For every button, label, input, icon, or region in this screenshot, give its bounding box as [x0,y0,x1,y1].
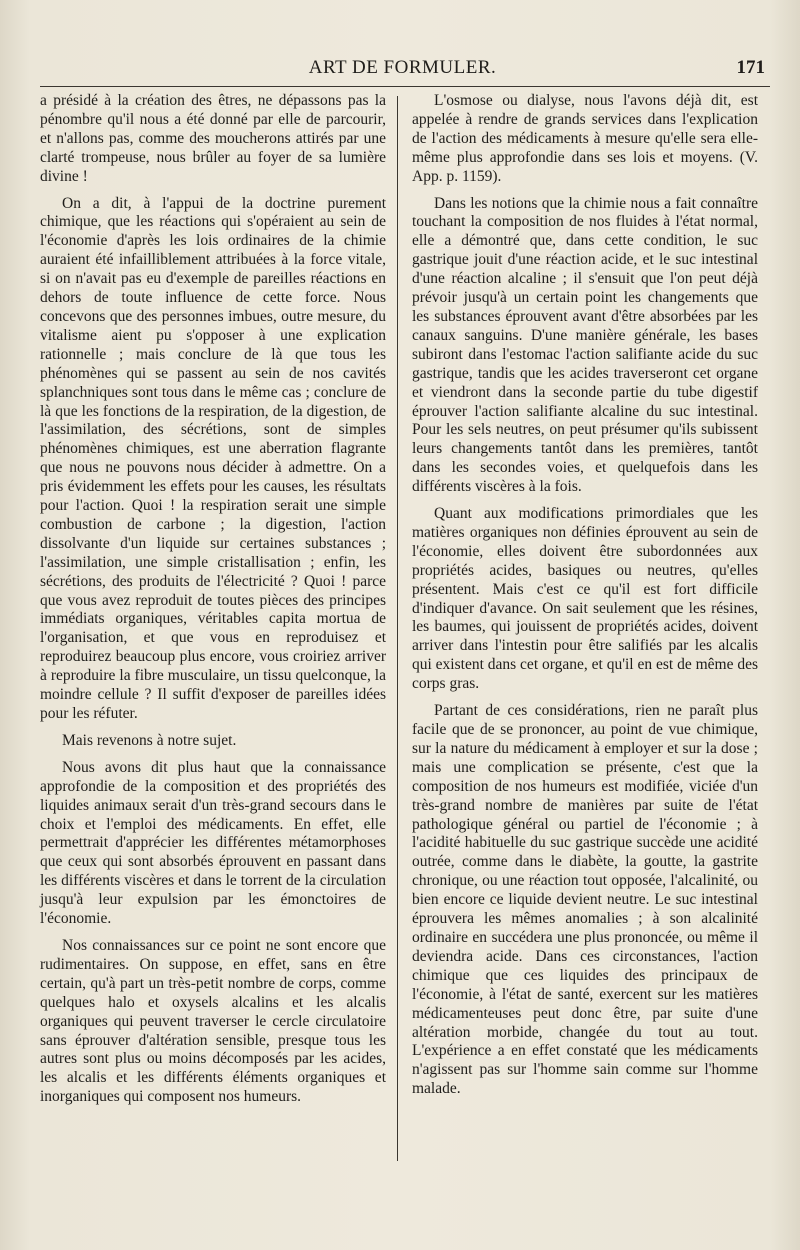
header-rule [40,86,770,87]
page-header [40,57,765,87]
paragraph: L'osmose ou dialyse, nous l'avons déjà dit, est appelée à rendre de grands services dans l'explication de l'action des médicaments à mesure qu'elle sera elle-même plus approfondie dans ses lois et moyens. (V. App. p. 1159). [412,92,758,185]
page-number: 171 [736,57,765,78]
paragraph: Nos connaissances sur ce point ne sont encore que rudimentaires. On suppose, en effet, sans en être certain, qu'à part un très-petit nombre de corps, comme quelques halo et oxysels alcalins et les alcalis organiques qui peuvent traverser le cercle circulatoire sans éprouver d'altération sensible, presque tous les autres sont plus ou moins décomposés par les acides, les alcalis et les différents éléments organiques et inorganiques qui composent nos humeurs. [40,936,386,1106]
left-column [40,92,386,1115]
paragraph: a présidé à la création des êtres, ne dépassons pas la pénombre qu'il nous a été donné par elle de parcourir, et n'allons pas, comme des moucherons attirés par une clarté trompeuse, nous brûler au foyer de sa lumière divine ! [40,92,386,185]
paragraph: Partant de ces considérations, rien ne paraît plus facile que de se prononcer, au point de vue chimique, sur la nature du médicament à employer et sur la dose ; mais une complication se présente, c'est que la composition de nos humeurs est modifiée, viciée d'un très-grand nombre de manières par suite de l'état pathologique général ou partiel de l'économie ; à l'acidité habituelle du suc gastrique succède une acidité outrée, comme dans le diabète, la goutte, la gastrite chronique, ou une réaction tout opposée, l'alcalinité, ou bien encore ce liquide devient neutre. Le suc intestinal éprouvera les mêmes anomalies ; à son alcalinité ordinaire en succédera une plus prononcée, ou même il deviendra acide. Dans ces circonstances, l'action chimique que ces liquides des principaux de l'économie, à l'état de santé, exercent sur les matières médicamenteuses peut donc être, par suite d'une altération morbide, changée du tout au tout. L'expérience a en effet constaté que les médicaments n'agissent pas sur l'homme sain comme sur l'homme malade. [412,702,758,1098]
paragraph: Quant aux modifications primordiales que les matières organiques non définies éprouvent au sein de l'économie, elles doivent être subordonnées aux propriétés acides, basiques ou neutres, qu'elles présentent. Mais c'est ce qu'il est fort difficile d'indiquer d'avance. On sait seulement que les résines, les baumes, qui jouissent de propriétés acides, doivent arriver dans l'intestin pour être salifiés par les alcalis qui existent dans cet organe, et qu'il en est de même des corps gras. [412,505,758,693]
running-title: ART DE FORMULER. [308,57,497,78]
right-column [412,92,758,1107]
paragraph: Nous avons dit plus haut que la connaissance approfondie de la composition et des propriétés des liquides animaux serait d'un très-grand secours dans le choix et l'emploi des médicaments. En effet, elle permettrait d'apprécier les différentes métamorphoses que ceux qui sont absorbés éprouvent en passant dans les différents viscères et dans le torrent de la circulation jusqu'à leur expulsion par les émonctoires de l'économie. [40,758,386,928]
column-divider [397,96,398,1161]
paragraph: On a dit, à l'appui de la doctrine purement chimique, que les réactions qui s'opéraient au sein de l'économie d'après les lois ordinaires de la chimie auraient été infailliblement attribuées à la force vitale, si on n'avait pas eu d'exemple de pareilles réactions en dehors de toute influence de cette force. Nous concevons que des personnes imbues, outre mesure, du vitalisme aient pu s'opposer à une explication rationnelle ; mais conclure de là que tous les phénomènes qui se passent au sein de nos cavités splanchniques sont tous dans le même cas ; conclure de là que les fonctions de la respiration, de la digestion, de l'assimilation, des sécrétions, sont de simples phénomènes chimiques, est une aberration flagrante que nous ne pouvons nous décider à admettre. On a pris évidemment les effets pour les causes, les résultats pour l'action. Quoi ! la respiration serait une simple combustion de carbone ; la digestion, l'action dissolvante d'un liquide sur certaines substances ; l'assimilation, une simple cristallisation ; enfin, les sécrétions, des produits de l'électricité ? Quoi ! parce que vous avez reproduit de toutes pièces des principes immédiats organiques, véritables capita mortua de l'organisation, et que vous en reproduisez et reproduirez beaucoup plus encore, vous croiriez arriver à reproduire la fibre musculaire, un tissu quelconque, la moindre cellule ? Il suffit d'exposer de pareilles idées pour les réfuter. [40,194,386,722]
paragraph: Mais revenons à notre sujet. [62,731,237,749]
paragraph: Dans les notions que la chimie nous a fait connaître touchant la composition de nos fluides à l'état normal, elle a démontré que, dans cette condition, le suc gastrique jouit d'une réaction acide, et le suc intestinal d'une réaction alcaline ; il s'ensuit que l'on peut déjà prévoir jusqu'à un certain point les changements que les substances éprouvent avant d'être absorbées par les canaux sanguins. D'une manière générale, les bases subiront dans l'estomac l'action salifiante acide du suc gastrique, tandis que les acides traverseront cet organe et viendront dans la seconde partie du tube digestif éprouver l'action salifiante alcaline du suc intestinal. Pour les sels neutres, on peut présumer qu'ils subissent leurs changements tantôt dans les premières, tantôt dans les secondes voies, et quelquefois dans les différents viscères à la fois. [412,194,758,496]
